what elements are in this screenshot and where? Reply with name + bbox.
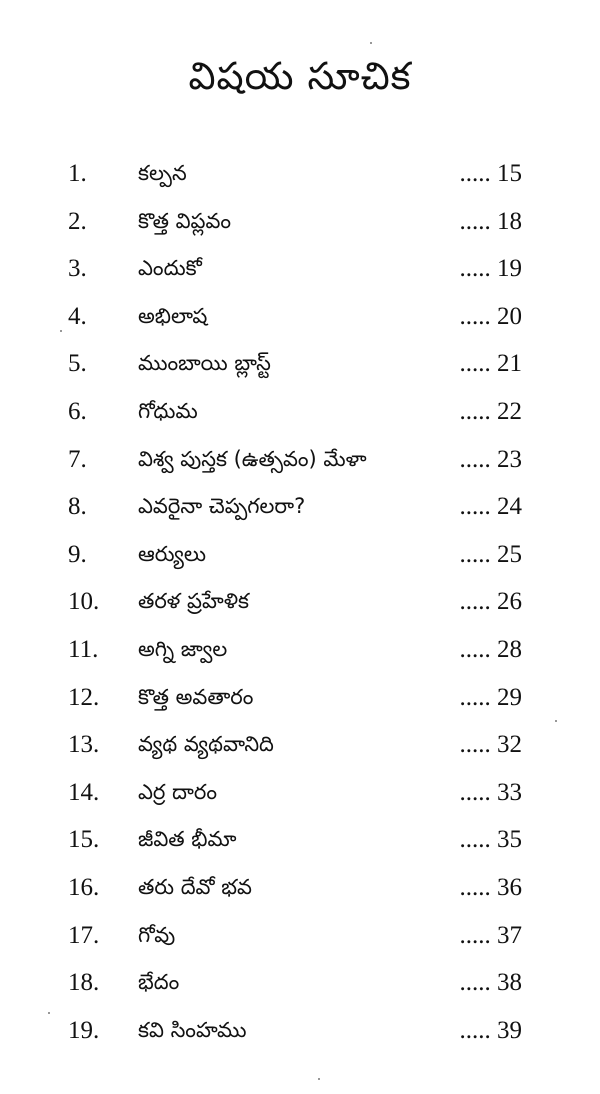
toc-entry-title: అగ్ని జ్వాల [138,636,228,661]
toc-entry-number: 15. [68,826,100,854]
toc-entry-page: ..... 35 [459,826,522,854]
toc-entry-page: ..... 33 [459,778,522,806]
scan-speck [370,42,372,44]
toc-entry-number: 17. [68,921,100,949]
toc-entry-title: విశ్వ పుస్తక (ఉత్సవం) మేళా [138,446,367,471]
toc-entry-title: తరు దేవో భవ [138,874,252,899]
toc-row [0,340,600,388]
toc-entry-page: ..... 26 [459,588,522,616]
toc-entry-number: 5. [68,350,87,378]
toc-row [0,245,600,293]
toc-row [0,864,600,912]
toc-row [0,1007,600,1055]
toc-row [0,531,600,579]
toc-entry-title: భేదం [138,970,180,995]
toc-entry-page: ..... 29 [459,683,522,711]
scan-speck [48,1012,50,1014]
table-of-contents [0,150,600,1054]
toc-entry-number: 16. [68,873,100,901]
toc-row [0,578,600,626]
toc-entry-number: 3. [68,255,87,283]
toc-row [0,483,600,531]
toc-entry-page: ..... 23 [459,445,522,473]
toc-entry-number: 10. [68,588,100,616]
toc-row [0,959,600,1007]
toc-entry-page: ..... 22 [459,397,522,425]
toc-row [0,293,600,341]
toc-entry-title: కల్పన [138,161,187,185]
toc-entry-page: ..... 20 [459,302,522,330]
scan-speck [555,720,557,722]
toc-entry-page: ..... 21 [459,350,522,378]
toc-entry-number: 7. [68,445,87,473]
toc-entry-page: ..... 19 [459,255,522,283]
toc-entry-title: ఎవరైనా చెప్పగలరా? [138,494,306,519]
toc-entry-page: ..... 37 [459,921,522,949]
toc-row [0,674,600,722]
toc-entry-number: 2. [68,207,87,235]
toc-entry-number: 12. [68,683,100,711]
toc-entry-number: 9. [68,540,87,568]
toc-entry-title: కొత్త అవతారం [138,684,254,709]
toc-entry-page: ..... 24 [459,493,522,521]
toc-entry-title: తరళ ప్రహేళిక [138,589,250,614]
toc-entry-title: ఎర్ర దారం [138,779,217,804]
toc-row [0,626,600,674]
toc-row [0,436,600,484]
toc-entry-number: 8. [68,493,87,521]
toc-entry-title: కొత్త విప్లవం [138,208,232,233]
page-title: విషయ సూచిక [188,54,412,98]
toc-entry-title: గోవు [138,922,176,947]
toc-entry-number: 18. [68,969,100,997]
toc-entry-title: ముంబాయి బ్లాస్ట్ [138,351,271,376]
toc-row [0,198,600,246]
toc-row [0,816,600,864]
toc-entry-number: 6. [68,397,87,425]
toc-entry-page: ..... 25 [459,540,522,568]
toc-entry-title: కవి సింహము [138,1017,247,1042]
toc-entry-page: ..... 39 [459,1016,522,1044]
toc-entry-number: 4. [68,302,87,330]
toc-row [0,769,600,817]
toc-entry-title: జీవిత భీమా [138,827,237,852]
toc-entry-number: 13. [68,731,100,759]
toc-entry-page: ..... 36 [459,873,522,901]
toc-entry-title: వ్యథ వ్యథవానిది [138,732,274,757]
toc-entry-number: 14. [68,778,100,806]
toc-entry-number: 1. [68,160,87,187]
scan-speck [60,330,62,332]
toc-entry-title: ఆర్యులు [138,541,207,566]
toc-row [0,388,600,436]
toc-row [0,912,600,960]
toc-entry-number: 11. [68,635,99,663]
scan-speck [318,1078,320,1080]
toc-entry-title: అభిలాష [138,303,208,328]
toc-row [0,150,600,198]
toc-entry-page: ..... 28 [459,635,522,663]
toc-entry-page: ..... 18 [459,207,522,235]
toc-entry-page: ..... 15 [459,160,522,187]
toc-entry-page: ..... 38 [459,969,522,997]
toc-row [0,721,600,769]
toc-entry-title: గోధుమ [138,398,198,423]
toc-entry-number: 19. [68,1016,100,1044]
toc-entry-title: ఎందుకో [138,256,202,281]
toc-entry-page: ..... 32 [459,731,522,759]
